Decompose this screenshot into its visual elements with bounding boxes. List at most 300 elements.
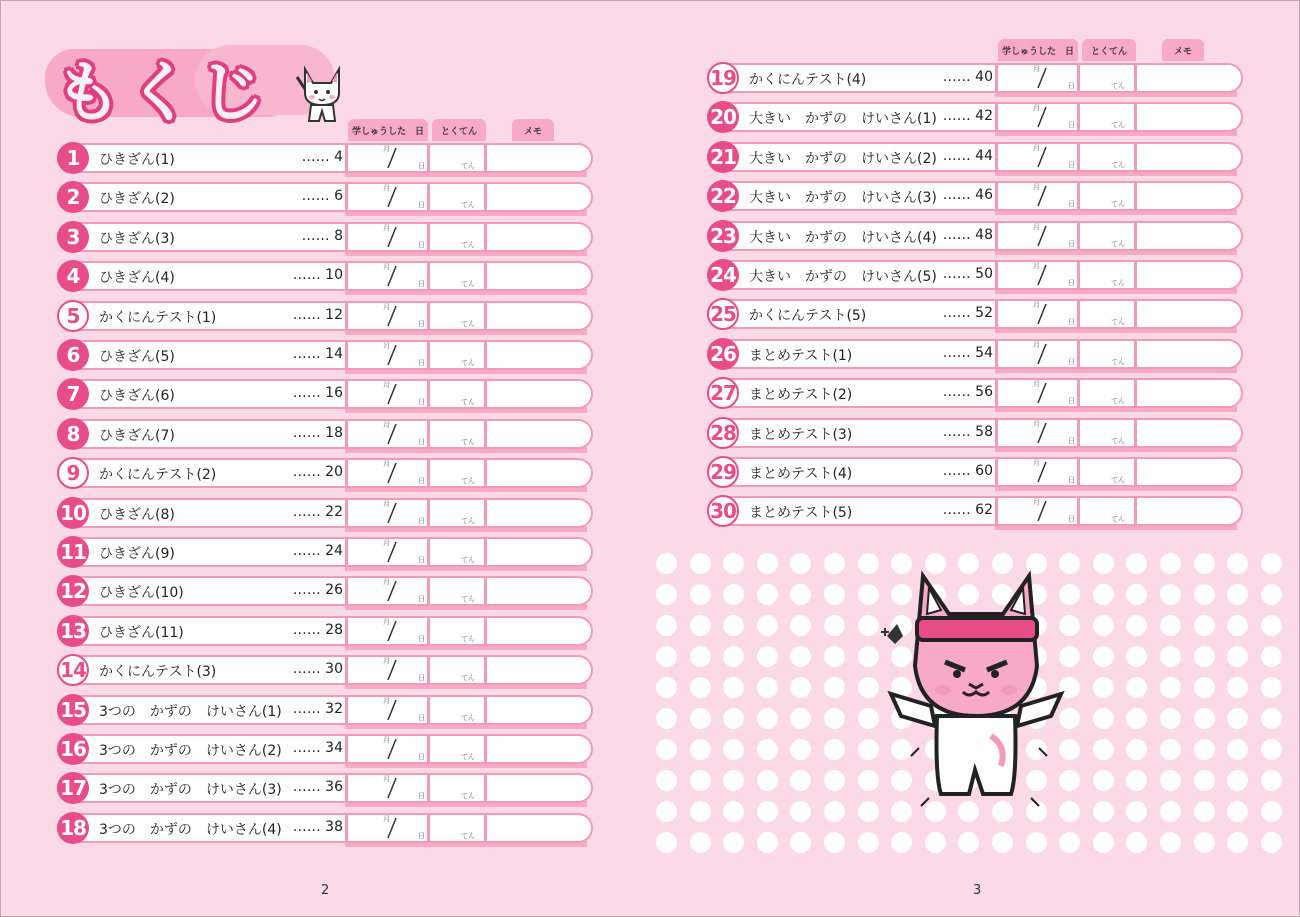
study-date-field[interactable] bbox=[347, 655, 427, 685]
study-date-field[interactable] bbox=[997, 181, 1077, 211]
toc-row bbox=[57, 419, 593, 449]
memo-field[interactable] bbox=[1137, 63, 1233, 93]
memo-field[interactable] bbox=[1137, 181, 1233, 211]
dot bbox=[1126, 708, 1147, 729]
dot bbox=[1160, 770, 1181, 791]
study-date-field[interactable] bbox=[997, 418, 1077, 448]
score-field[interactable] bbox=[1079, 63, 1134, 93]
study-date-field[interactable] bbox=[997, 260, 1077, 290]
dot bbox=[656, 708, 677, 729]
row-page-ref: …… 24 bbox=[292, 543, 343, 559]
dot bbox=[656, 832, 677, 853]
dot bbox=[1126, 553, 1147, 574]
score-field[interactable] bbox=[1079, 457, 1134, 487]
memo-field[interactable] bbox=[487, 222, 583, 252]
points-mark: てん bbox=[1111, 160, 1125, 169]
dot bbox=[1126, 646, 1147, 667]
memo-field[interactable] bbox=[487, 419, 583, 449]
score-field[interactable] bbox=[429, 695, 484, 725]
month-mark: 月 bbox=[383, 657, 390, 666]
slash-icon bbox=[1036, 382, 1048, 404]
points-mark: てん bbox=[1111, 239, 1125, 248]
memo-field[interactable] bbox=[487, 379, 583, 409]
dot bbox=[1059, 832, 1080, 853]
row-number-badge: 24 bbox=[707, 259, 739, 291]
toc-row bbox=[57, 576, 593, 606]
toc-row bbox=[57, 655, 593, 685]
row-title: 3つの かずの けいさん(4) bbox=[99, 821, 282, 838]
row-page-ref: …… 60 bbox=[942, 463, 993, 479]
dot bbox=[1261, 708, 1282, 729]
dot bbox=[656, 615, 677, 636]
dot bbox=[656, 739, 677, 760]
score-field[interactable] bbox=[1079, 142, 1134, 172]
left-page bbox=[1, 1, 651, 917]
memo-field[interactable] bbox=[487, 734, 583, 764]
slash-icon bbox=[386, 423, 398, 445]
study-date-field[interactable] bbox=[997, 496, 1077, 526]
month-mark: 月 bbox=[383, 814, 390, 823]
score-field[interactable] bbox=[429, 773, 484, 803]
row-page-ref: …… 30 bbox=[292, 661, 343, 678]
score-field[interactable] bbox=[429, 261, 484, 291]
row-number-badge: 8 bbox=[57, 418, 89, 450]
memo-field[interactable] bbox=[487, 498, 583, 528]
toc-row bbox=[57, 458, 593, 488]
slash-icon bbox=[386, 620, 398, 642]
month-mark: 月 bbox=[1033, 380, 1040, 389]
points-mark: てん bbox=[461, 674, 475, 683]
points-mark: てん bbox=[1111, 318, 1125, 327]
memo-field[interactable] bbox=[1137, 496, 1233, 526]
row-title: まとめテスト(1) bbox=[749, 347, 853, 364]
score-field[interactable] bbox=[429, 143, 484, 173]
row-title: ひきざん(3) bbox=[99, 230, 175, 247]
day-mark: 日 bbox=[418, 516, 425, 525]
row-title: 3つの かずの けいさん(2) bbox=[99, 743, 282, 759]
points-mark: てん bbox=[461, 516, 475, 525]
memo-field[interactable] bbox=[487, 695, 583, 725]
toc-row bbox=[57, 261, 593, 291]
dot bbox=[824, 677, 845, 698]
row-title: 大きい かずの けいさん(1) bbox=[749, 111, 937, 128]
memo-field[interactable] bbox=[487, 773, 583, 803]
study-date-field[interactable] bbox=[347, 301, 427, 331]
row-page-ref: …… 10 bbox=[292, 267, 343, 284]
dot bbox=[1227, 708, 1248, 729]
dot bbox=[824, 708, 845, 729]
slash-icon bbox=[386, 462, 398, 484]
points-mark: てん bbox=[1111, 397, 1125, 406]
points-mark: てん bbox=[461, 359, 475, 367]
row-title: 大きい かずの けいさん(2) bbox=[749, 150, 937, 167]
dot bbox=[1093, 832, 1114, 853]
points-mark: てん bbox=[461, 319, 475, 328]
row-page-ref: …… 22 bbox=[292, 503, 343, 520]
row-number-badge: 30 bbox=[707, 495, 739, 527]
study-date-field[interactable] bbox=[997, 457, 1077, 487]
toc-row bbox=[57, 773, 593, 803]
dot bbox=[891, 832, 912, 853]
col-head-memo: メモ bbox=[1162, 39, 1204, 61]
row-page-ref: …… 58 bbox=[942, 423, 993, 440]
row-number-badge: 2 bbox=[57, 181, 89, 213]
day-mark: 日 bbox=[418, 162, 425, 170]
toc-row bbox=[707, 260, 1243, 290]
dot bbox=[1227, 584, 1248, 605]
points-mark: てん bbox=[461, 162, 475, 170]
row-number-badge: 4 bbox=[57, 260, 89, 292]
memo-field[interactable] bbox=[1137, 339, 1233, 369]
score-field[interactable] bbox=[429, 576, 484, 606]
row-title: まとめテスト(5) bbox=[749, 505, 853, 522]
score-field[interactable] bbox=[429, 616, 484, 646]
slash-icon bbox=[386, 738, 398, 760]
points-mark: てん bbox=[1111, 436, 1125, 445]
toc-row bbox=[57, 813, 593, 843]
row-title: ひきざん(5) bbox=[99, 349, 175, 365]
day-mark: 日 bbox=[1068, 160, 1075, 169]
score-field[interactable] bbox=[1079, 418, 1134, 448]
memo-field[interactable] bbox=[1137, 457, 1233, 487]
dot bbox=[1261, 677, 1282, 698]
memo-field[interactable] bbox=[487, 458, 583, 488]
points-mark: てん bbox=[1111, 121, 1125, 130]
dot bbox=[690, 646, 711, 667]
month-mark: 月 bbox=[1033, 65, 1040, 73]
title-area bbox=[45, 41, 345, 131]
slash-icon bbox=[386, 541, 398, 563]
study-date-field[interactable] bbox=[347, 419, 427, 449]
dot bbox=[858, 832, 879, 853]
memo-field[interactable] bbox=[1137, 102, 1233, 132]
toc-row bbox=[707, 102, 1243, 132]
dot bbox=[1194, 646, 1215, 667]
row-number-badge: 7 bbox=[57, 378, 89, 410]
dot bbox=[790, 739, 811, 760]
memo-field[interactable] bbox=[487, 616, 583, 646]
memo-field[interactable] bbox=[487, 301, 583, 331]
slash-icon bbox=[386, 580, 398, 602]
row-page-ref: …… 18 bbox=[292, 424, 343, 441]
score-field[interactable] bbox=[429, 734, 484, 764]
row-number-badge: 21 bbox=[707, 141, 739, 173]
study-date-field[interactable] bbox=[997, 339, 1077, 369]
dot bbox=[757, 832, 778, 853]
dot bbox=[1194, 832, 1215, 853]
toc-row bbox=[57, 143, 593, 173]
memo-field[interactable] bbox=[487, 261, 583, 291]
study-date-field[interactable] bbox=[997, 63, 1077, 93]
dot bbox=[1227, 646, 1248, 667]
memo-field[interactable] bbox=[1137, 418, 1233, 448]
memo-field[interactable] bbox=[487, 143, 583, 173]
score-field[interactable] bbox=[429, 458, 484, 488]
day-mark: 日 bbox=[1068, 239, 1075, 248]
score-field[interactable] bbox=[1079, 221, 1134, 251]
month-mark: 月 bbox=[383, 381, 390, 390]
study-date-field[interactable] bbox=[997, 102, 1077, 132]
dot bbox=[1093, 801, 1114, 822]
study-date-field[interactable] bbox=[347, 773, 427, 803]
memo-field[interactable] bbox=[1137, 299, 1233, 329]
dot bbox=[656, 677, 677, 698]
study-date-field[interactable] bbox=[347, 379, 427, 409]
dot bbox=[1093, 584, 1114, 605]
month-mark: 月 bbox=[383, 184, 390, 193]
memo-field[interactable] bbox=[487, 340, 583, 370]
row-title: ひきざん(10) bbox=[99, 585, 184, 602]
study-date-field[interactable] bbox=[347, 695, 427, 725]
dot bbox=[925, 832, 946, 853]
study-date-field[interactable] bbox=[347, 143, 427, 173]
study-date-field[interactable] bbox=[347, 182, 427, 212]
memo-field[interactable] bbox=[487, 182, 583, 212]
row-page-ref: …… 38 bbox=[292, 818, 343, 835]
toc-row bbox=[57, 222, 593, 252]
dot bbox=[1227, 801, 1248, 822]
month-mark: 月 bbox=[1033, 419, 1040, 428]
points-mark: てん bbox=[461, 240, 475, 249]
study-date-field[interactable] bbox=[347, 813, 427, 843]
study-date-field[interactable] bbox=[347, 498, 427, 528]
dot bbox=[1160, 584, 1181, 605]
day-mark: 日 bbox=[1068, 200, 1075, 209]
dot bbox=[1194, 615, 1215, 636]
score-field[interactable] bbox=[429, 655, 484, 685]
toc-row bbox=[707, 418, 1243, 448]
memo-field[interactable] bbox=[1137, 142, 1233, 172]
row-number-badge: 14 bbox=[57, 654, 89, 686]
score-field[interactable] bbox=[1079, 299, 1134, 329]
dot bbox=[723, 708, 744, 729]
dot bbox=[757, 553, 778, 574]
score-field[interactable] bbox=[429, 301, 484, 331]
slash-icon bbox=[386, 699, 398, 721]
dot bbox=[1261, 832, 1282, 853]
month-mark: 月 bbox=[383, 775, 390, 784]
dot bbox=[824, 832, 845, 853]
month-mark: 月 bbox=[1033, 222, 1040, 231]
dot bbox=[723, 770, 744, 791]
dot bbox=[656, 646, 677, 667]
day-mark: 日 bbox=[418, 634, 425, 643]
study-date-field[interactable] bbox=[997, 221, 1077, 251]
row-number-badge: 13 bbox=[57, 615, 89, 647]
score-field[interactable] bbox=[429, 340, 484, 370]
dot bbox=[757, 739, 778, 760]
dot bbox=[1261, 739, 1282, 760]
slash-icon bbox=[386, 659, 398, 681]
dot bbox=[1160, 615, 1181, 636]
month-mark: 月 bbox=[383, 617, 390, 626]
memo-field[interactable] bbox=[1137, 378, 1233, 408]
dot bbox=[824, 739, 845, 760]
day-mark: 日 bbox=[418, 713, 425, 722]
row-number-badge: 25 bbox=[707, 298, 739, 330]
toc-row bbox=[57, 379, 593, 409]
dot bbox=[723, 553, 744, 574]
slash-icon bbox=[1036, 422, 1048, 444]
points-mark: てん bbox=[1111, 515, 1125, 524]
row-number-badge: 12 bbox=[57, 575, 89, 607]
dot bbox=[824, 646, 845, 667]
score-field[interactable] bbox=[1079, 181, 1134, 211]
memo-field[interactable] bbox=[487, 813, 583, 843]
column-headers-left bbox=[348, 119, 598, 141]
dot bbox=[824, 584, 845, 605]
dot bbox=[757, 801, 778, 822]
dot bbox=[1194, 770, 1215, 791]
toc-row bbox=[707, 457, 1243, 487]
dot bbox=[1126, 801, 1147, 822]
dot bbox=[1227, 739, 1248, 760]
row-page-ref: …… 42 bbox=[942, 108, 993, 125]
col-head-date: 学しゅうした 日 bbox=[348, 119, 428, 141]
page-title: もくじ bbox=[55, 54, 271, 131]
study-date-field[interactable] bbox=[997, 299, 1077, 329]
memo-field[interactable] bbox=[1137, 221, 1233, 251]
toc-row bbox=[707, 496, 1243, 526]
row-page-ref: …… 4 bbox=[301, 149, 343, 165]
score-field[interactable] bbox=[429, 537, 484, 567]
dot bbox=[656, 801, 677, 822]
row-number-badge: 27 bbox=[707, 377, 739, 409]
toc-row bbox=[57, 340, 593, 370]
month-mark: 月 bbox=[383, 460, 390, 469]
dot bbox=[958, 832, 979, 853]
month-mark: 月 bbox=[383, 145, 390, 153]
row-title: 大きい かずの けいさん(3) bbox=[749, 190, 937, 207]
dot bbox=[690, 801, 711, 822]
dot bbox=[1160, 801, 1181, 822]
day-mark: 日 bbox=[418, 792, 425, 801]
study-date-field[interactable] bbox=[997, 142, 1077, 172]
page-number-left: 2 bbox=[321, 883, 330, 898]
memo-field[interactable] bbox=[1137, 260, 1233, 290]
score-field[interactable] bbox=[429, 813, 484, 843]
memo-field[interactable] bbox=[487, 655, 583, 685]
row-page-ref: …… 14 bbox=[292, 346, 343, 362]
slash-icon bbox=[1036, 500, 1048, 522]
study-date-field[interactable] bbox=[347, 537, 427, 567]
col-head-score: とくてん bbox=[432, 119, 486, 141]
row-title: ひきざん(11) bbox=[99, 624, 184, 641]
study-date-field[interactable] bbox=[347, 616, 427, 646]
dot bbox=[723, 677, 744, 698]
study-date-field[interactable] bbox=[997, 378, 1077, 408]
dot bbox=[1261, 770, 1282, 791]
month-mark: 月 bbox=[383, 263, 390, 272]
dog-mascot-icon bbox=[871, 566, 1081, 826]
memo-field[interactable] bbox=[487, 537, 583, 567]
month-mark: 月 bbox=[1033, 498, 1040, 507]
slash-icon bbox=[386, 265, 398, 287]
toc-row bbox=[707, 339, 1243, 369]
day-mark: 日 bbox=[418, 674, 425, 683]
toc-row bbox=[57, 498, 593, 528]
dot bbox=[1227, 553, 1248, 574]
dot bbox=[723, 646, 744, 667]
study-date-field[interactable] bbox=[347, 261, 427, 291]
slash-icon bbox=[1036, 461, 1048, 483]
row-page-ref: …… 26 bbox=[292, 582, 343, 599]
dot bbox=[723, 739, 744, 760]
score-field[interactable] bbox=[429, 379, 484, 409]
day-mark: 日 bbox=[1068, 476, 1075, 484]
toc-row bbox=[707, 299, 1243, 329]
dot bbox=[690, 739, 711, 760]
score-field[interactable] bbox=[429, 222, 484, 252]
month-mark: 月 bbox=[383, 342, 390, 350]
dot bbox=[723, 615, 744, 636]
dot bbox=[1261, 646, 1282, 667]
points-mark: てん bbox=[461, 713, 475, 722]
study-date-field[interactable] bbox=[347, 222, 427, 252]
row-title: ひきざん(1) bbox=[99, 152, 175, 168]
row-title: ひきざん(6) bbox=[99, 388, 175, 405]
score-field[interactable] bbox=[1079, 260, 1134, 290]
small-dog-icon bbox=[295, 59, 349, 125]
row-number-badge: 11 bbox=[57, 536, 89, 568]
memo-field[interactable] bbox=[487, 576, 583, 606]
slash-icon bbox=[1036, 146, 1048, 168]
toc-row bbox=[707, 181, 1243, 211]
dot bbox=[1194, 553, 1215, 574]
score-field[interactable] bbox=[1079, 496, 1134, 526]
row-page-ref: …… 54 bbox=[942, 344, 993, 361]
dot bbox=[656, 584, 677, 605]
study-date-field[interactable] bbox=[347, 576, 427, 606]
points-mark: てん bbox=[1111, 357, 1125, 366]
row-page-ref: …… 52 bbox=[942, 305, 993, 322]
row-page-ref: …… 28 bbox=[292, 621, 343, 638]
dot bbox=[790, 801, 811, 822]
score-field[interactable] bbox=[1079, 378, 1134, 408]
study-date-field[interactable] bbox=[347, 340, 427, 370]
score-field[interactable] bbox=[1079, 102, 1134, 132]
score-field[interactable] bbox=[429, 419, 484, 449]
row-page-ref: …… 34 bbox=[292, 740, 343, 756]
row-page-ref: …… 48 bbox=[942, 226, 993, 243]
dot bbox=[1126, 739, 1147, 760]
dot bbox=[992, 832, 1013, 853]
toc-row bbox=[57, 301, 593, 331]
day-mark: 日 bbox=[1068, 436, 1075, 445]
score-field[interactable] bbox=[429, 498, 484, 528]
toc-row bbox=[707, 378, 1243, 408]
study-date-field[interactable] bbox=[347, 458, 427, 488]
dot bbox=[790, 832, 811, 853]
dot bbox=[824, 770, 845, 791]
toc-row bbox=[707, 63, 1243, 93]
points-mark: てん bbox=[461, 437, 475, 446]
day-mark: 日 bbox=[1068, 357, 1075, 366]
slash-icon bbox=[386, 344, 398, 366]
dot bbox=[690, 708, 711, 729]
day-mark: 日 bbox=[1068, 121, 1075, 130]
dot bbox=[1093, 770, 1114, 791]
score-field[interactable] bbox=[1079, 339, 1134, 369]
dot bbox=[1093, 553, 1114, 574]
dot bbox=[790, 677, 811, 698]
row-number-badge: 3 bbox=[57, 221, 89, 253]
slash-icon bbox=[1036, 343, 1048, 365]
study-date-field[interactable] bbox=[347, 734, 427, 764]
score-field[interactable] bbox=[429, 182, 484, 212]
dot bbox=[1093, 739, 1114, 760]
day-mark: 日 bbox=[1068, 279, 1075, 287]
